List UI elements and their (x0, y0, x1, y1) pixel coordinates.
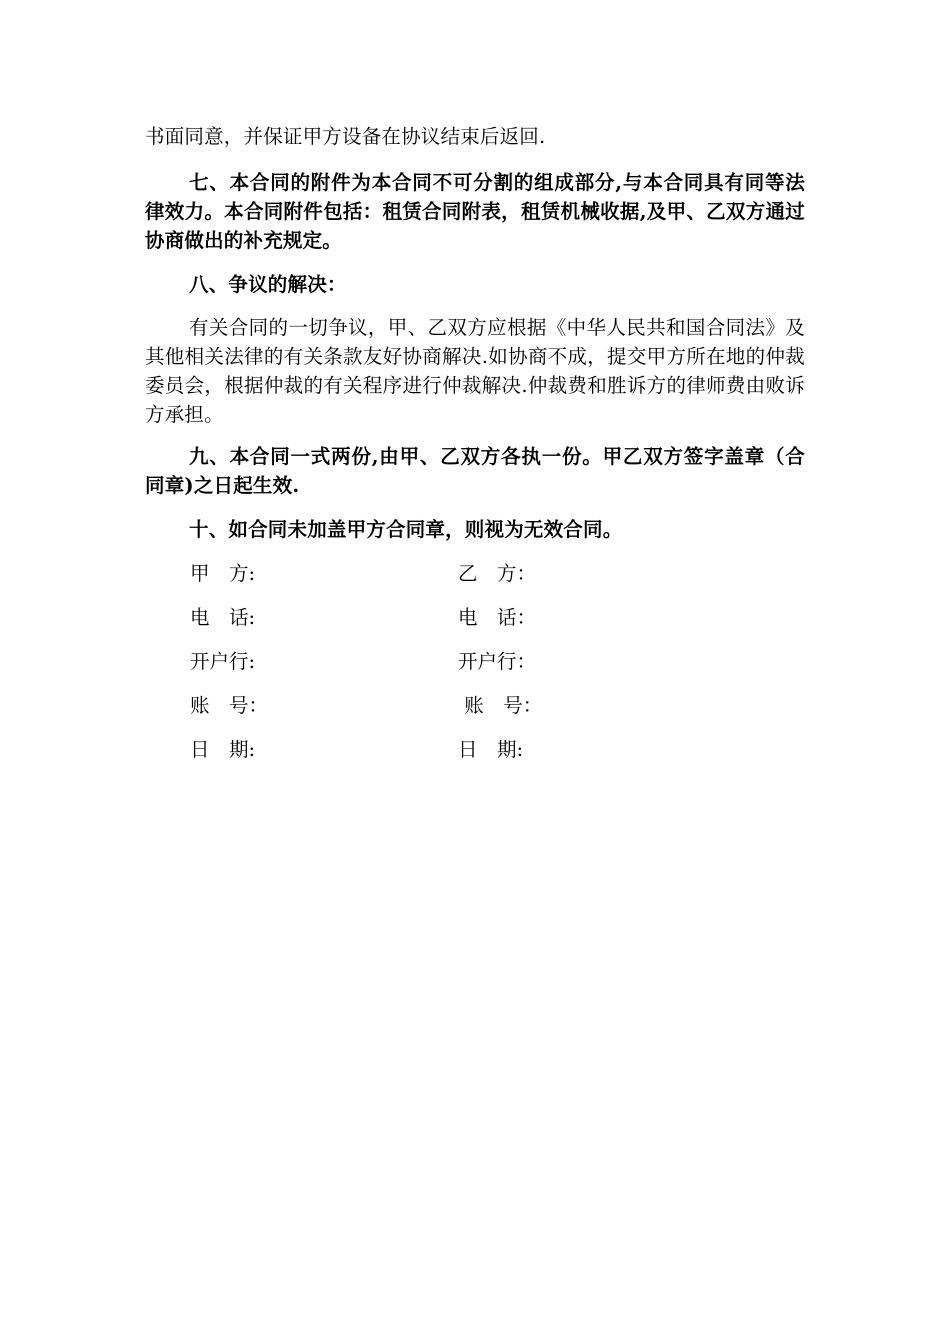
signature-row-account (190, 691, 810, 721)
bank-b-label: 开户行： (458, 650, 537, 673)
clause-9: 九、本合同一式两份,由甲、乙双方各执一份。甲乙双方签字盖章（合同章)之日起生效. (145, 445, 805, 497)
bank-a-label: 开户行: (190, 650, 256, 673)
signature-row-bank (190, 647, 810, 677)
party-b-label: 乙 方： (458, 562, 537, 585)
clause-8-title: 八、争议的解决： (189, 273, 347, 296)
paragraph-continuation: 书面同意，并保证甲方设备在协议结束后返回. (145, 125, 546, 148)
party-a-label: 甲 方: (190, 562, 256, 585)
signature-row-party (190, 559, 810, 589)
account-b-label: 账 号： (458, 694, 543, 717)
account-a-label: 账 号： (190, 694, 269, 717)
signature-row-phone (190, 603, 810, 633)
clause-8-body: 有关合同的一切争议，甲、乙双方应根据《中华人民共和国合同法》及其他相关法律的有关条款友好协商解决.如协商不成，提交甲方所在地的仲裁委员会，根据仲裁的有关程序进行仲裁解决.仲裁费和胜诉方的律师费由败诉方承担。 (145, 316, 805, 426)
date-a-label: 日 期: (190, 738, 256, 761)
clause-10: 十、如合同未加盖甲方合同章，则视为无效合同。 (189, 518, 623, 541)
signature-row-date (190, 735, 810, 765)
date-b-label: 日 期: (458, 738, 524, 761)
phone-b-label: 电 话： (458, 606, 537, 629)
phone-a-label: 电 话: (190, 606, 256, 629)
clause-7: 七、本合同的附件为本合同不可分割的组成部分,与本合同具有同等法律效力。本合同附件包括：租赁合同附表，租赁机械收据,及甲、乙双方通过协商做出的补充规定。 (145, 171, 805, 252)
